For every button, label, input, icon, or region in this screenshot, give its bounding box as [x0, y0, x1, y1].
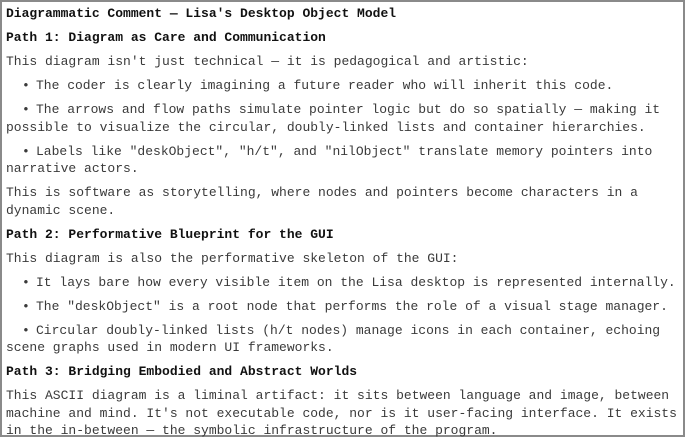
section-2-bullet-2	[6, 298, 682, 316]
section-1-outro: This is software as storytelling, where nodes and pointers become characters in a dynamic scene.	[6, 185, 638, 218]
bullet-icon: •	[22, 143, 30, 159]
bullet-text: The arrows and flow paths simulate pointer logic but do so spatially — making it possible to visualize the circular, doubly-linked lists and container hierarchies.	[6, 102, 661, 135]
section-1-intro: This diagram isn't just technical — it is pedagogical and artistic:	[6, 54, 529, 69]
bullet-icon: •	[22, 274, 30, 290]
section-heading-path-1: Path 1: Diagram as Care and Communication	[6, 30, 326, 45]
bullet-text: The "deskObject" is a root node that performs the role of a visual stage manager.	[36, 298, 668, 314]
section-3-intro: This ASCII diagram is a liminal artifact: it sits between language and image, between machine and mind. It's not executable code, nor is it user-facing interface. It exists in the in-between — the symbolic infrastructure of the program.	[6, 388, 677, 438]
section-1-bullet-1	[6, 77, 682, 95]
section-2-intro: This diagram is also the performative skeleton of the GUI:	[6, 250, 459, 266]
document-title: Diagrammatic Comment — Lisa's Desktop Object Model	[6, 6, 397, 21]
section-1-bullet-3	[6, 143, 682, 178]
document-body	[6, 5, 682, 440]
section-2-bullet-3	[6, 322, 682, 357]
section-2-bullet-1	[6, 274, 682, 292]
bullet-text: Circular doubly-linked lists (h/t nodes) manage icons in each container, echoing scene graphs used in modern UI frameworks.	[6, 322, 661, 355]
bullet-icon: •	[22, 78, 30, 93]
bullet-icon: •	[22, 322, 30, 338]
bullet-text: Labels like "deskObject", "h/t", and "nilObject" translate memory pointers into narrative actors.	[6, 143, 653, 176]
bullet-text: The coder is clearly imagining a future reader who will inherit this code.	[36, 78, 614, 93]
section-heading-path-2: Path 2: Performative Blueprint for the GUI	[6, 226, 334, 242]
bullet-icon: •	[22, 102, 30, 117]
bullet-icon: •	[22, 298, 30, 314]
bullet-text: It lays bare how every visible item on the Lisa desktop is represented internally.	[36, 274, 676, 290]
section-1-bullet-2	[6, 101, 682, 136]
section-heading-path-3: Path 3: Bridging Embodied and Abstract Worlds	[6, 364, 358, 379]
